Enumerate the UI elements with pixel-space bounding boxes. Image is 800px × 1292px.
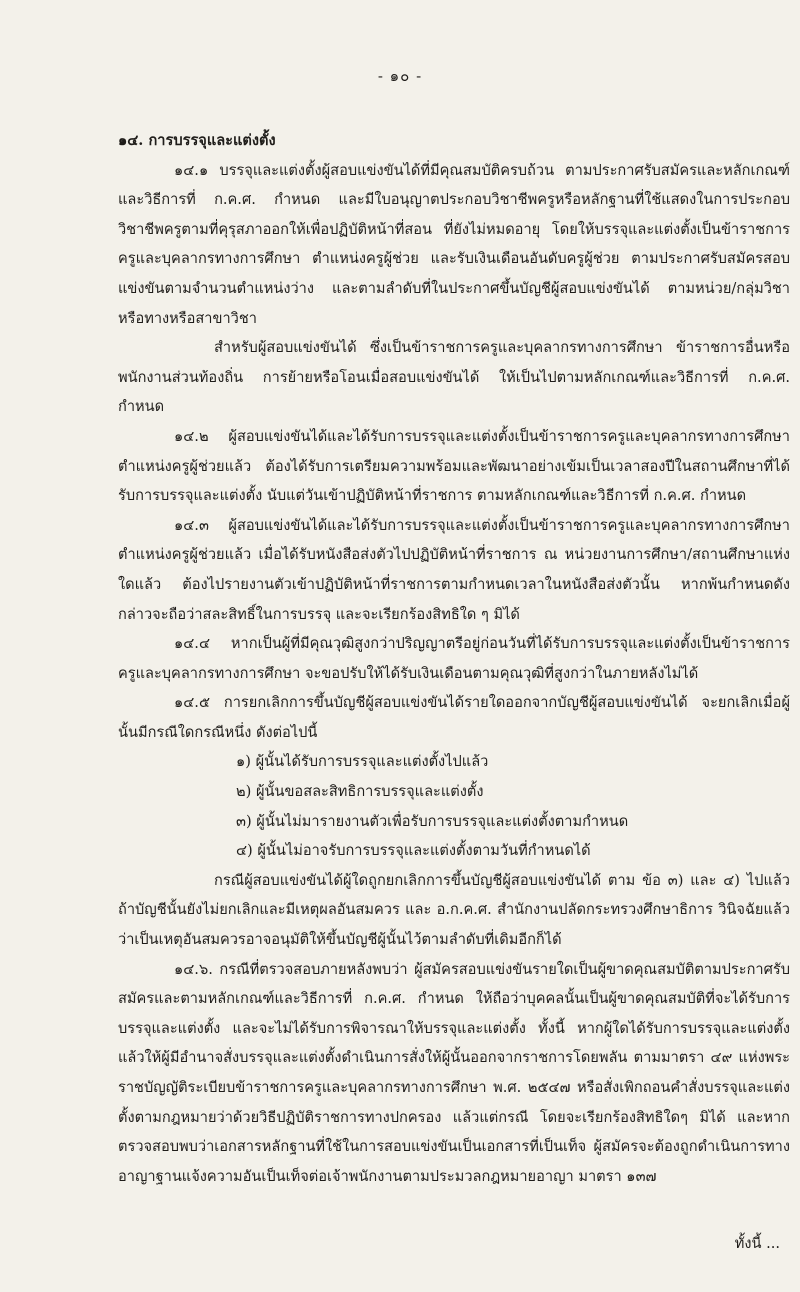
document-body bbox=[118, 126, 790, 1191]
cancellation-conditions-list bbox=[118, 747, 790, 865]
list-item: ๓) ผู้นั้นไม่มารายงานตัวเพื่อรับการบรรจุและแต่งตั้งตามกำหนด bbox=[236, 812, 629, 830]
paragraph-14-6: ๑๔.๖. กรณีที่ตรวจสอบภายหลังพบว่า ผู้สมัครสอบแข่งขันรายใดเป็นผู้ขาดคุณสมบัติตามประกาศรับสมัครและตามหลักเกณฑ์และวิธีการที่ ก.ค.ศ. กำหนด ให้ถือว่าบุคคลนั้นเป็นผู้ขาดคุณสมบัติที่จะได้รับการบรรจุและแต่งตั้ง และจะไม่ได้รับการพิจารณาให้บรรจุและแต่งตั้ง ทั้งนี้ หากผู้ใดได้รับการบรรจุและแต่งตั้งแล้วให้ผู้มีอำนาจสั่งบรรจุและแต่งตั้งดำเนินการสั่งให้ผู้นั้นออกจากราชการโดยพลัน ตามมาตรา ๔๙ แห่งพระราชบัญญัติระเบียบข้าราชการครูและบุคลากรทางการศึกษา พ.ศ. ๒๕๔๗ หรือสั่งเพิกถอนคำสั่งบรรจุและแต่งตั้งตามกฎหมายว่าด้วยวิธีปฏิบัติราชการทางปกครอง แล้วแต่กรณี โดยจะเรียกร้องสิทธิใดๆ มิได้ และหากตรวจสอบพบว่าเอกสารหลักฐานที่ใช้ในการสอบแข่งขันเป็นเอกสารที่เป็นเท็จ ผู้สมัครจะต้องถูกดำเนินการทางอาญาฐานแจ้งความอันเป็นเท็จต่อเจ้าพนักงานตามประมวลกฎหมายอาญา มาตรา ๑๓๗ bbox=[118, 960, 790, 1185]
list-item: ๒) ผู้นั้นขอสละสิทธิการบรรจุและแต่งตั้ง bbox=[236, 783, 484, 801]
paragraph-14-5-note: กรณีผู้สอบแข่งขันได้ผู้ใดถูกยกเลิกการขึ้นบัญชีผู้สอบแข่งขันได้ ตาม ข้อ ๓) และ ๔) ไปแล้วถ้าบัญชีนั้นยังไม่ยกเลิกและมีเหตุผลอันสมควร และ อ.ก.ค.ศ. สำนักงานปลัดกระทรวงศึกษาธิการ วินิจฉัยแล้วว่าเป็นเหตุอันสมควรอาจอนุมัติให้ขึ้นบัญชีผู้นั้นไว้ตามลำดับที่เดิมอีกก็ได้ bbox=[118, 871, 790, 949]
section-heading: ๑๔. การบรรจุและแต่งตั้ง bbox=[118, 132, 276, 149]
list-item: ๑) ผู้นั้นได้รับการบรรจุและแต่งตั้งไปแล้ว bbox=[236, 753, 489, 771]
paragraph-14-2: ๑๔.๒ ผู้สอบแข่งขันได้และได้รับการบรรจุและแต่งตั้งเป็นข้าราชการครูและบุคลากรทางการศึกษาตำแหน่งครูผู้ช่วยแล้ว ต้องได้รับการเตรียมความพร้อมและพัฒนาอย่างเข้มเป็นเวลาสองปีในสถานศึกษาที่ได้รับการบรรจุและแต่งตั้ง นับแต่วันเข้าปฏิบัติหน้าที่ราชการ ตามหลักเกณฑ์และวิธีการที่ ก.ค.ศ. กำหนด bbox=[118, 427, 790, 505]
paragraph-14-3: ๑๔.๓ ผู้สอบแข่งขันได้และได้รับการบรรจุและแต่งตั้งเป็นข้าราชการครูและบุคลากรทางการศึกษาตำแหน่งครูผู้ช่วยแล้ว เมื่อได้รับหนังสือส่งตัวไปปฏิบัติหน้าที่ราชการ ณ หน่วยงานการศึกษา/สถานศึกษาแห่งใดแล้ว ต้องไปรายงานตัวเข้าปฏิบัติหน้าที่ราชการตามกำหนดเวลาในหนังสือส่งตัวนั้น หากพ้นกำหนดดังกล่าวจะถือว่าสละสิทธิ์ในการบรรจุ และจะเรียกร้องสิทธิใด ๆ มิได้ bbox=[118, 516, 790, 623]
paragraph-14-5: ๑๔.๕ การยกเลิกการขึ้นบัญชีผู้สอบแข่งขันได้รายใดออกจากบัญชีผู้สอบแข่งขันได้ จะยกเลิกเมื่อผู้นั้นมีกรณีใดกรณีหนึ่ง ดังต่อไปนี้ bbox=[118, 694, 790, 741]
paragraph-14-1-note: สำหรับผู้สอบแข่งขันได้ ซึ่งเป็นข้าราชการครูและบุคลากรทางการศึกษา ข้าราชการอื่นหรือพนักงานส่วนท้องถิ่น การย้ายหรือโอนเมื่อสอบแข่งขันได้ ให้เป็นไปตามหลักเกณฑ์และวิธีการที่ ก.ค.ศ. กำหนด bbox=[118, 339, 790, 416]
paragraph-14-4: ๑๔.๔ หากเป็นผู้ที่มีคุณวุฒิสูงกว่าปริญญาตรีอยู่ก่อนวันที่ได้รับการบรรจุและแต่งตั้งเป็นข้าราชการครูและบุคลากรทางการศึกษา จะขอปรับให้ได้รับเงินเดือนตามคุณวุฒิที่สูงกว่าในภายหลังไม่ได้ bbox=[118, 635, 790, 682]
list-item: ๔) ผู้นั้นไม่อาจรับการบรรจุและแต่งตั้งตามวันที่กำหนดได้ bbox=[236, 842, 591, 860]
paragraph-14-1: ๑๔.๑ บรรจุและแต่งตั้งผู้สอบแข่งขันได้ที่มีคุณสมบัติครบถ้วน ตามประกาศรับสมัครและหลักเกณฑ์และวิธีการที่ ก.ค.ศ. กำหนด และมีใบอนุญาตประกอบวิชาชีพครูหรือหลักฐานที่ใช้แสดงในการประกอบวิชาชีพครูตามที่คุรุสภาออกให้เพื่อปฏิบัติหน้าที่สอน ที่ยังไม่หมดอายุ โดยให้บรรจุและแต่งตั้งเป็นข้าราชการครูและบุคลากรทางการศึกษา ตำแหน่งครูผู้ช่วย และรับเงินเดือนอันดับครูผู้ช่วย ตามประกาศรับสมัครสอบแข่งขันตามจำนวนตำแหน่งว่าง และตามลำดับที่ในประกาศขึ้นบัญชีผู้สอบแข่งขันได้ ตามหน่วย/กลุ่มวิชา หรือทางหรือสาขาวิชา bbox=[118, 161, 790, 327]
page-number: - ๑๐ - bbox=[377, 67, 423, 85]
continued-marker: ทั้งนี้ ... bbox=[734, 1235, 780, 1252]
